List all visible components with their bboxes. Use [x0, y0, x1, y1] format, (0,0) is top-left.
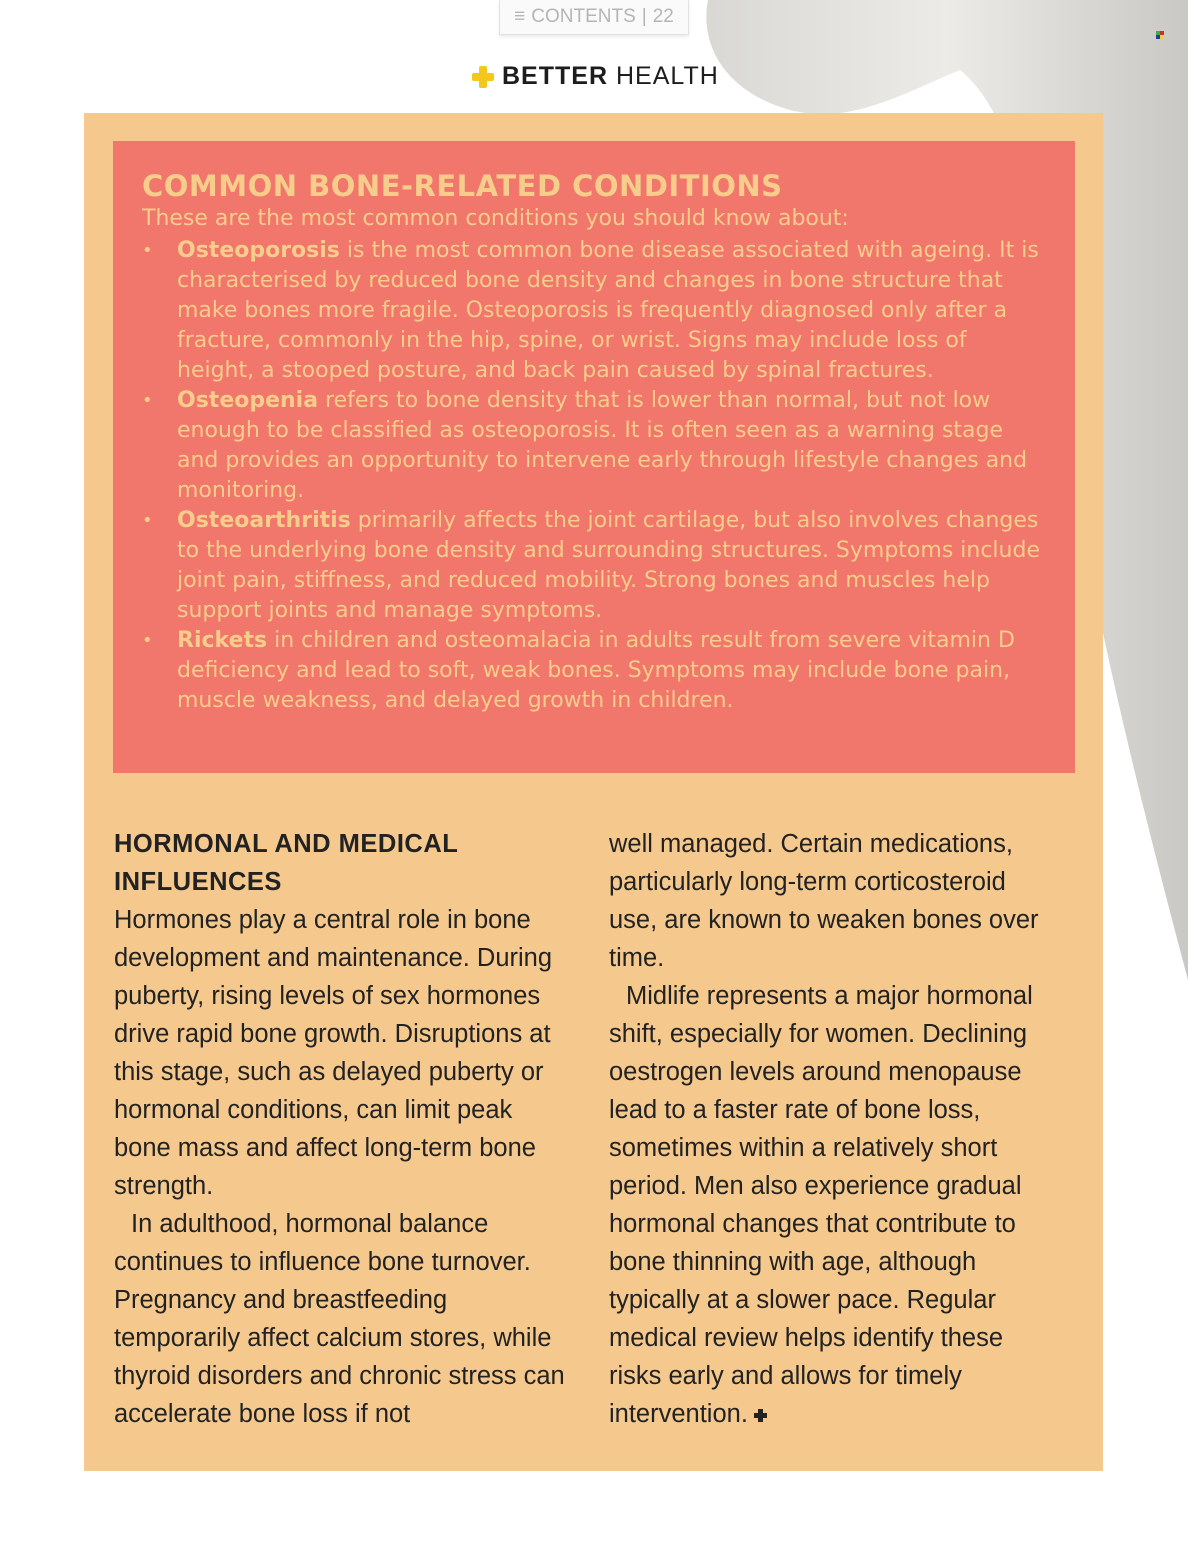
article-column-1 — [114, 825, 569, 1433]
term-description: primarily affects the joint cartilage, but also involves changes to the underlying bone density and surrounding structures. Symptoms include joint pain, stiffness, and reduced mobility. Strong bones and muscles help support joints and manage symptoms. — [177, 508, 1040, 623]
paragraph: well managed. Certain medications, particularly long-term corticosteroid use, are known to weaken bones over time. — [609, 830, 1039, 972]
end-mark-icon — [754, 1409, 767, 1422]
term-description: in children and osteomalacia in adults result from severe vitamin D deficiency and lead to soft, weak bones. Symptoms may include bone pain, muscle weakness, and delayed growth in children. — [177, 628, 1015, 713]
contents-label: CONTENTS — [531, 6, 636, 27]
term-description: is the most common bone disease associated with ageing. It is characterised by reduced bone density and changes in bone structure that make bones more fragile. Osteoporosis is frequently diagnosed only after a fracture, commonly in the hip, spine, or wrist. Signs may include loss of height, a stooped posture, and back pain caused by spinal fractures. — [177, 238, 1039, 383]
section-heading: HORMONAL AND MEDICAL INFLUENCES — [114, 830, 458, 896]
menu-icon: ≡ — [514, 6, 526, 27]
plus-icon — [472, 66, 494, 88]
callout-title: COMMON BONE-RELATED CONDITIONS — [142, 169, 783, 203]
term: Osteopenia — [177, 388, 319, 413]
term-description: refers to bone density that is lower than normal, but not low enough to be classified as osteoporosis. It is often seen as a warning stage and provides an opportunity to intervene early through lifestyle changes and monitoring. — [177, 388, 1028, 503]
list-item — [142, 386, 1042, 506]
callout-intro: These are the most common conditions you should know about: — [142, 206, 849, 231]
page-number: 22 — [652, 6, 674, 27]
paragraph-text: Midlife represents a major hormonal shift, especially for women. Declining oestrogen levels around menopause lead to a faster rate of bone loss, sometimes within a relatively short period. Men also experience gradual hormonal changes that contribute to bone thinning with age, although typically at a slower pace. Regular medical review helps identify these risks early and allows for timely intervention. — [609, 982, 1033, 1428]
conditions-callout — [113, 141, 1075, 773]
list-item — [142, 506, 1042, 626]
section-brand — [472, 62, 719, 91]
term: Osteoarthritis — [177, 508, 351, 533]
list-item — [142, 626, 1042, 716]
list-item — [142, 236, 1042, 386]
paragraph: Hormones play a central role in bone development and maintenance. During puberty, rising levels of sex hormones drive rapid bone growth. Disruptions at this stage, such as delayed puberty or hormonal conditions, can limit peak bone mass and affect long-term bone strength. — [114, 906, 553, 1200]
brand-light: HEALTH — [616, 62, 719, 90]
contents-button[interactable] — [499, 0, 689, 35]
paragraph: In adulthood, hormonal balance continues to influence bone turnover. Pregnancy and breastfeeding temporarily affect calcium stores, while thyroid disorders and chronic stress can accelerate bone loss if not — [114, 1210, 565, 1428]
term: Rickets — [177, 628, 268, 653]
app-logo-icon — [1156, 31, 1164, 39]
conditions-list — [142, 236, 1042, 716]
term: Osteoporosis — [177, 238, 340, 263]
paragraph — [609, 977, 1054, 1433]
divider: | — [641, 6, 647, 27]
brand-bold: BETTER — [502, 62, 608, 90]
article-column-2 — [609, 825, 1054, 1433]
